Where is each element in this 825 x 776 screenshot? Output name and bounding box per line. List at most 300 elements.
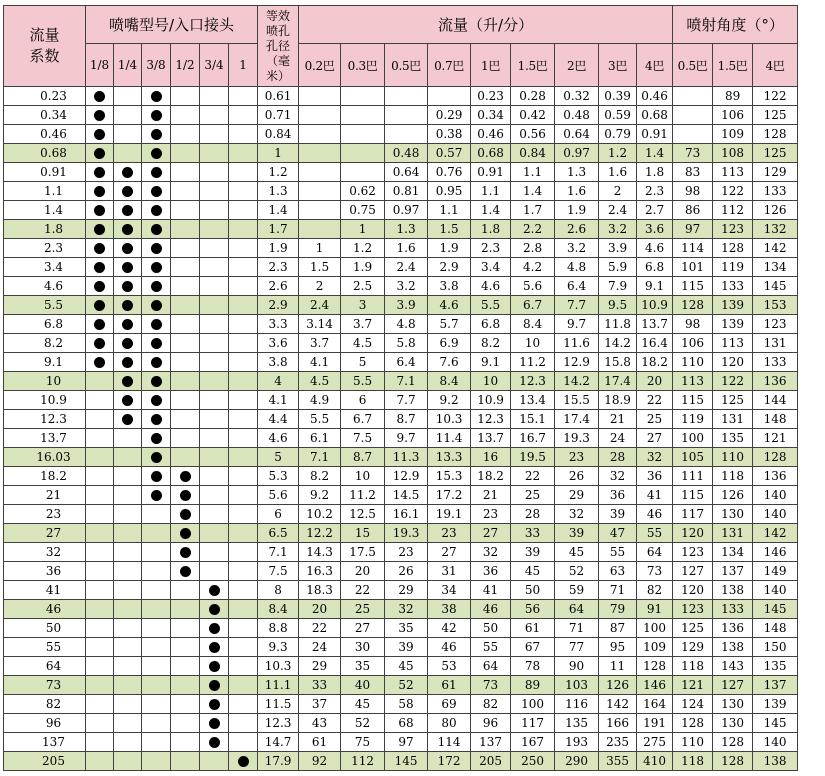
- connector-cell: [114, 372, 142, 391]
- flow-rate-cell: 96: [471, 714, 511, 733]
- spray-angle-cell: 148: [753, 410, 798, 429]
- flow-rate-cell: 1.3: [385, 220, 428, 239]
- flow-rate-cell: 12.2: [299, 524, 341, 543]
- flow-rate-cell: 87: [599, 619, 637, 638]
- flow-pressure-header: 1.5巴: [511, 44, 555, 87]
- flow-rate-cell: 14.5: [385, 486, 428, 505]
- flow-rate-cell: 2: [599, 182, 637, 201]
- table-row: [4, 277, 798, 296]
- connector-cell: [142, 505, 171, 524]
- flow-rate-cell: 3.8: [428, 277, 471, 296]
- connector-available-dot-icon: [94, 186, 105, 197]
- connector-cell: [142, 562, 171, 581]
- connector-cell: [229, 467, 258, 486]
- spray-angle-cell: 131: [713, 410, 753, 429]
- flow-rate-cell: 32: [385, 600, 428, 619]
- flow-rate-cell: 47: [599, 524, 637, 543]
- flow-rate-cell: 15: [341, 524, 385, 543]
- flow-rate-cell: 64: [471, 657, 511, 676]
- connector-cell: [171, 695, 200, 714]
- flow-coefficient-cell: 41: [4, 581, 86, 600]
- flow-rate-cell: 109: [637, 638, 673, 657]
- flow-rate-cell: 4.5: [341, 334, 385, 353]
- spray-angle-cell: 132: [753, 220, 798, 239]
- connector-cell: [142, 258, 171, 277]
- connector-available-dot-icon: [122, 205, 133, 216]
- connector-cell: [200, 410, 229, 429]
- flow-rate-cell: 29: [299, 657, 341, 676]
- connector-cell: [114, 714, 142, 733]
- flow-rate-cell: [341, 163, 385, 182]
- flow-rate-cell: 142: [599, 695, 637, 714]
- flow-coefficient-cell: 205: [4, 752, 86, 771]
- flow-rate-cell: 117: [511, 714, 555, 733]
- connector-available-dot-icon: [151, 91, 162, 102]
- connector-cell: [114, 562, 142, 581]
- connector-cell: [171, 391, 200, 410]
- connector-available-dot-icon: [94, 281, 105, 292]
- connector-cell: [229, 258, 258, 277]
- connector-cell: [200, 220, 229, 239]
- flow-rate-cell: 1.9: [555, 201, 599, 220]
- spray-angle-cell: 86: [673, 201, 713, 220]
- spray-angle-cell: 121: [753, 429, 798, 448]
- connector-cell: [142, 315, 171, 334]
- spray-angle-cell: 128: [673, 296, 713, 315]
- connector-available-dot-icon: [180, 471, 191, 482]
- spray-angle-cell: 120: [673, 581, 713, 600]
- flow-rate-cell: 1.7: [511, 201, 555, 220]
- flow-coefficient-cell: 18.2: [4, 467, 86, 486]
- connector-cell: [200, 372, 229, 391]
- orifice-diameter-cell: 14.7: [258, 733, 299, 752]
- connector-available-dot-icon: [94, 205, 105, 216]
- flow-rate-cell: [299, 144, 341, 163]
- connector-size-header: 3/8: [142, 44, 171, 87]
- spray-angle-cell: 135: [753, 657, 798, 676]
- flow-rate-cell: 8.4: [428, 372, 471, 391]
- connector-cell: [114, 144, 142, 163]
- connector-cell: [229, 543, 258, 562]
- flow-rate-cell: 6.7: [341, 410, 385, 429]
- flow-rate-cell: [299, 125, 341, 144]
- spray-angle-cell: 105: [673, 448, 713, 467]
- flow-rate-cell: 25: [341, 600, 385, 619]
- flow-rate-cell: 16: [471, 448, 511, 467]
- connector-cell: [142, 391, 171, 410]
- flow-rate-cell: 7.7: [555, 296, 599, 315]
- connector-available-dot-icon: [209, 737, 220, 748]
- flow-coefficient-cell: 12.3: [4, 410, 86, 429]
- connector-cell: [229, 106, 258, 125]
- connector-cell: [142, 106, 171, 125]
- connector-cell: [171, 296, 200, 315]
- connector-cell: [171, 714, 200, 733]
- connector-cell: [171, 372, 200, 391]
- flow-rate-cell: 26: [555, 467, 599, 486]
- connector-cell: [142, 429, 171, 448]
- flow-rate-cell: 193: [555, 733, 599, 752]
- orifice-diameter-cell: 1.7: [258, 220, 299, 239]
- connector-available-dot-icon: [151, 186, 162, 197]
- connector-cell: [142, 201, 171, 220]
- flow-rate-cell: 56: [511, 600, 555, 619]
- flow-rate-cell: 0.68: [637, 106, 673, 125]
- connector-available-dot-icon: [151, 205, 162, 216]
- connector-cell: [171, 277, 200, 296]
- connector-available-dot-icon: [151, 129, 162, 140]
- connector-cell: [171, 638, 200, 657]
- flow-rate-cell: 32: [471, 543, 511, 562]
- connector-cell: [114, 258, 142, 277]
- table-row: [4, 391, 798, 410]
- connector-cell: [114, 410, 142, 429]
- flow-coefficient-cell: 0.23: [4, 87, 86, 106]
- flow-rate-cell: 0.23: [471, 87, 511, 106]
- connector-cell: [142, 277, 171, 296]
- flow-rate-cell: 22: [341, 581, 385, 600]
- spray-angle-cell: 133: [713, 600, 753, 619]
- connector-available-dot-icon: [94, 129, 105, 140]
- flow-coefficient-cell: 64: [4, 657, 86, 676]
- flow-rate-cell: 41: [471, 581, 511, 600]
- spray-angle-cell: 122: [713, 182, 753, 201]
- flow-rate-cell: [385, 125, 428, 144]
- flow-rate-cell: 2.7: [637, 201, 673, 220]
- flow-rate-cell: 45: [341, 695, 385, 714]
- connector-cell: [171, 752, 200, 771]
- spray-angle-cell: 110: [713, 448, 753, 467]
- flow-rate-cell: 25: [511, 486, 555, 505]
- flow-rate-cell: 137: [471, 733, 511, 752]
- connector-available-dot-icon: [151, 357, 162, 368]
- connector-cell: [200, 714, 229, 733]
- flow-rate-cell: 135: [555, 714, 599, 733]
- connector-cell: [86, 581, 114, 600]
- flow-rate-cell: 4.2: [511, 258, 555, 277]
- connector-cell: [171, 676, 200, 695]
- orifice-diameter-cell: 2.9: [258, 296, 299, 315]
- connector-cell: [86, 391, 114, 410]
- table-row: [4, 676, 798, 695]
- spray-angle-cell: 118: [713, 467, 753, 486]
- flow-rate-cell: 5.7: [428, 315, 471, 334]
- flow-rate-cell: 0.81: [385, 182, 428, 201]
- connector-cell: [200, 296, 229, 315]
- spray-angle-cell: 129: [753, 163, 798, 182]
- connector-available-dot-icon: [151, 243, 162, 254]
- connector-cell: [171, 220, 200, 239]
- connector-cell: [142, 144, 171, 163]
- flow-coefficient-header-label: 流量系数: [29, 26, 60, 65]
- flow-rate-cell: 0.62: [341, 182, 385, 201]
- flow-rate-cell: 0.59: [599, 106, 637, 125]
- flow-rate-cell: 16.3: [299, 562, 341, 581]
- connector-cell: [171, 239, 200, 258]
- connector-available-dot-icon: [122, 300, 133, 311]
- connector-cell: [229, 733, 258, 752]
- flow-rate-cell: 19.5: [511, 448, 555, 467]
- flow-rate-cell: 10.3: [428, 410, 471, 429]
- connector-cell: [114, 125, 142, 144]
- flow-rate-cell: 355: [599, 752, 637, 771]
- table-row: [4, 201, 798, 220]
- connector-cell: [142, 714, 171, 733]
- spray-angle-cell: 127: [713, 676, 753, 695]
- flow-rate-cell: [341, 144, 385, 163]
- flow-rate-cell: 275: [637, 733, 673, 752]
- flow-coefficient-header: [4, 6, 86, 87]
- flow-rate-cell: 18.2: [637, 353, 673, 372]
- flow-rate-cell: 27: [637, 429, 673, 448]
- flow-rate-cell: 7.5: [341, 429, 385, 448]
- connector-cell: [142, 638, 171, 657]
- table-row: [4, 695, 798, 714]
- spray-angle-cell: 110: [673, 353, 713, 372]
- flow-rate-cell: 172: [428, 752, 471, 771]
- flow-rate-cell: 1.6: [555, 182, 599, 201]
- flow-rate-cell: 6: [341, 391, 385, 410]
- table-row: [4, 258, 798, 277]
- flow-rate-cell: 20: [299, 600, 341, 619]
- table-row: [4, 714, 798, 733]
- flow-rate-cell: 61: [511, 619, 555, 638]
- spray-angle-cell: 135: [713, 429, 753, 448]
- spray-angle-cell: 145: [753, 714, 798, 733]
- spray-angle-cell: 134: [753, 258, 798, 277]
- flow-rate-cell: 0.91: [471, 163, 511, 182]
- flow-rate-cell: 43: [299, 714, 341, 733]
- connector-available-dot-icon: [238, 756, 249, 767]
- connector-cell: [86, 106, 114, 125]
- flow-rate-cell: 25: [637, 410, 673, 429]
- flow-rate-cell: 71: [555, 619, 599, 638]
- connector-available-dot-icon: [122, 262, 133, 273]
- spray-angle-cell: 100: [673, 429, 713, 448]
- connector-cell: [200, 106, 229, 125]
- connector-cell: [171, 315, 200, 334]
- orifice-diameter-cell: 2.6: [258, 277, 299, 296]
- spray-angle-cell: 142: [753, 239, 798, 258]
- orifice-diameter-header: [258, 6, 299, 87]
- flow-rate-cell: 6.8: [637, 258, 673, 277]
- orifice-diameter-header-label: 等效喷孔孔径（毫米）: [266, 8, 291, 83]
- spray-angle-cell: 98: [673, 182, 713, 201]
- connector-cell: [200, 486, 229, 505]
- flow-rate-cell: 19.1: [428, 505, 471, 524]
- flow-rate-cell: 191: [637, 714, 673, 733]
- connector-available-dot-icon: [94, 91, 105, 102]
- connector-size-header: 1: [229, 44, 258, 87]
- spray-angle-cell: 106: [673, 334, 713, 353]
- table-row: [4, 581, 798, 600]
- flow-rate-cell: 100: [637, 619, 673, 638]
- table-row: [4, 752, 798, 771]
- connector-available-dot-icon: [94, 243, 105, 254]
- flow-rate-cell: [299, 106, 341, 125]
- flow-rate-cell: 80: [428, 714, 471, 733]
- connector-cell: [171, 619, 200, 638]
- flow-rate-cell: 0.84: [511, 144, 555, 163]
- connector-cell: [229, 657, 258, 676]
- flow-coefficient-cell: 10: [4, 372, 86, 391]
- connector-cell: [229, 296, 258, 315]
- flow-coefficient-cell: 5.5: [4, 296, 86, 315]
- spray-angle-cell: 125: [673, 619, 713, 638]
- connector-available-dot-icon: [180, 509, 191, 520]
- flow-rate-cell: 166: [599, 714, 637, 733]
- flow-rate-cell: 4.8: [555, 258, 599, 277]
- connector-cell: [171, 87, 200, 106]
- spray-angle-header: 喷射角度（°）: [673, 6, 798, 44]
- flow-rate-cell: 0.48: [555, 106, 599, 125]
- flow-rate-cell: 30: [341, 638, 385, 657]
- spray-angle-cell: 126: [713, 486, 753, 505]
- spray-angle-cell: 128: [713, 239, 753, 258]
- connector-cell: [114, 201, 142, 220]
- flow-rate-cell: 35: [385, 619, 428, 638]
- flow-coefficient-cell: 82: [4, 695, 86, 714]
- connector-available-dot-icon: [209, 699, 220, 710]
- connector-size-header: 3/4: [200, 44, 229, 87]
- flow-rate-cell: 55: [471, 638, 511, 657]
- spray-angle-cell: 128: [673, 714, 713, 733]
- flow-rate-cell: 16.1: [385, 505, 428, 524]
- connector-cell: [229, 638, 258, 657]
- flow-rate-cell: 3.6: [637, 220, 673, 239]
- flow-rate-cell: 16.4: [637, 334, 673, 353]
- flow-rate-cell: 0.56: [511, 125, 555, 144]
- flow-rate-cell: 146: [637, 676, 673, 695]
- table-row: [4, 87, 798, 106]
- spray-angle-cell: 140: [753, 486, 798, 505]
- flow-coefficient-cell: 23: [4, 505, 86, 524]
- connector-available-dot-icon: [151, 148, 162, 159]
- connector-cell: [142, 163, 171, 182]
- orifice-diameter-cell: 12.3: [258, 714, 299, 733]
- connector-cell: [86, 353, 114, 372]
- flow-rate-cell: 114: [428, 733, 471, 752]
- flow-rate-cell: 34: [428, 581, 471, 600]
- connector-cell: [171, 182, 200, 201]
- connector-cell: [171, 353, 200, 372]
- connector-cell: [229, 410, 258, 429]
- orifice-diameter-cell: 17.9: [258, 752, 299, 771]
- connector-available-dot-icon: [122, 186, 133, 197]
- flow-rate-cell: 0.38: [428, 125, 471, 144]
- flow-coefficient-cell: 0.91: [4, 163, 86, 182]
- flow-rate-cell: [341, 106, 385, 125]
- flow-rate-cell: 205: [471, 752, 511, 771]
- spray-angle-cell: 120: [673, 524, 713, 543]
- spray-angle-cell: 137: [753, 676, 798, 695]
- flow-rate-cell: 39: [599, 505, 637, 524]
- flow-coefficient-cell: 0.34: [4, 106, 86, 125]
- connector-cell: [86, 258, 114, 277]
- flow-rate-cell: 2.3: [637, 182, 673, 201]
- flow-rate-cell: 6.1: [299, 429, 341, 448]
- flow-coefficient-cell: 36: [4, 562, 86, 581]
- connector-available-dot-icon: [94, 167, 105, 178]
- connector-cell: [229, 676, 258, 695]
- flow-rate-cell: 6.8: [471, 315, 511, 334]
- orifice-diameter-cell: 5.6: [258, 486, 299, 505]
- spray-angle-cell: 153: [753, 296, 798, 315]
- connector-cell: [142, 125, 171, 144]
- flow-rate-cell: 0.97: [555, 144, 599, 163]
- connector-available-dot-icon: [180, 547, 191, 558]
- flow-rate-cell: 45: [555, 543, 599, 562]
- flow-rate-cell: [385, 87, 428, 106]
- flow-rate-cell: 235: [599, 733, 637, 752]
- spray-angle-cell: 117: [673, 505, 713, 524]
- spray-angle-cell: 128: [713, 733, 753, 752]
- flow-rate-cell: 18.9: [599, 391, 637, 410]
- angle-pressure-header: 1.5巴: [713, 44, 753, 87]
- orifice-diameter-cell: 4.6: [258, 429, 299, 448]
- flow-rate-cell: 55: [637, 524, 673, 543]
- flow-rate-cell: 10: [471, 372, 511, 391]
- flow-rate-cell: 40: [341, 676, 385, 695]
- connector-size-header: 1/2: [171, 44, 200, 87]
- table-row: [4, 315, 798, 334]
- connector-cell: [114, 676, 142, 695]
- spray-angle-cell: 109: [713, 125, 753, 144]
- orifice-diameter-cell: 3.3: [258, 315, 299, 334]
- orifice-diameter-cell: 0.71: [258, 106, 299, 125]
- flow-rate-cell: 0.64: [555, 125, 599, 144]
- flow-rate-cell: 2.6: [555, 220, 599, 239]
- spray-angle-cell: 125: [713, 391, 753, 410]
- flow-rate-cell: 9.1: [471, 353, 511, 372]
- flow-rate-cell: 50: [471, 619, 511, 638]
- flow-rate-cell: 4.6: [428, 296, 471, 315]
- spray-angle-cell: 110: [673, 733, 713, 752]
- connector-cell: [200, 619, 229, 638]
- spray-angle-cell: 114: [673, 239, 713, 258]
- orifice-diameter-cell: 7.1: [258, 543, 299, 562]
- connector-cell: [142, 524, 171, 543]
- connector-cell: [114, 524, 142, 543]
- connector-available-dot-icon: [94, 357, 105, 368]
- connector-cell: [114, 429, 142, 448]
- connector-available-dot-icon: [122, 224, 133, 235]
- connector-cell: [171, 467, 200, 486]
- flow-rate-cell: 28: [511, 505, 555, 524]
- spray-angle-cell: 145: [753, 600, 798, 619]
- flow-rate-cell: 22: [511, 467, 555, 486]
- connector-cell: [200, 600, 229, 619]
- connector-available-dot-icon: [180, 528, 191, 539]
- connector-available-dot-icon: [151, 167, 162, 178]
- table-row: [4, 619, 798, 638]
- table-row: [4, 524, 798, 543]
- orifice-diameter-cell: 1.4: [258, 201, 299, 220]
- flow-rate-cell: 45: [511, 562, 555, 581]
- flow-rate-cell: 14.2: [555, 372, 599, 391]
- connector-cell: [86, 182, 114, 201]
- connector-cell: [171, 581, 200, 600]
- flow-rate-cell: 1.4: [511, 182, 555, 201]
- connector-cell: [86, 201, 114, 220]
- connector-cell: [142, 448, 171, 467]
- connector-cell: [86, 448, 114, 467]
- flow-rate-cell: 32: [599, 467, 637, 486]
- spray-angle-cell: 143: [713, 657, 753, 676]
- spray-angle-cell: 123: [753, 315, 798, 334]
- flow-rate-cell: 5: [341, 353, 385, 372]
- connector-available-dot-icon: [209, 661, 220, 672]
